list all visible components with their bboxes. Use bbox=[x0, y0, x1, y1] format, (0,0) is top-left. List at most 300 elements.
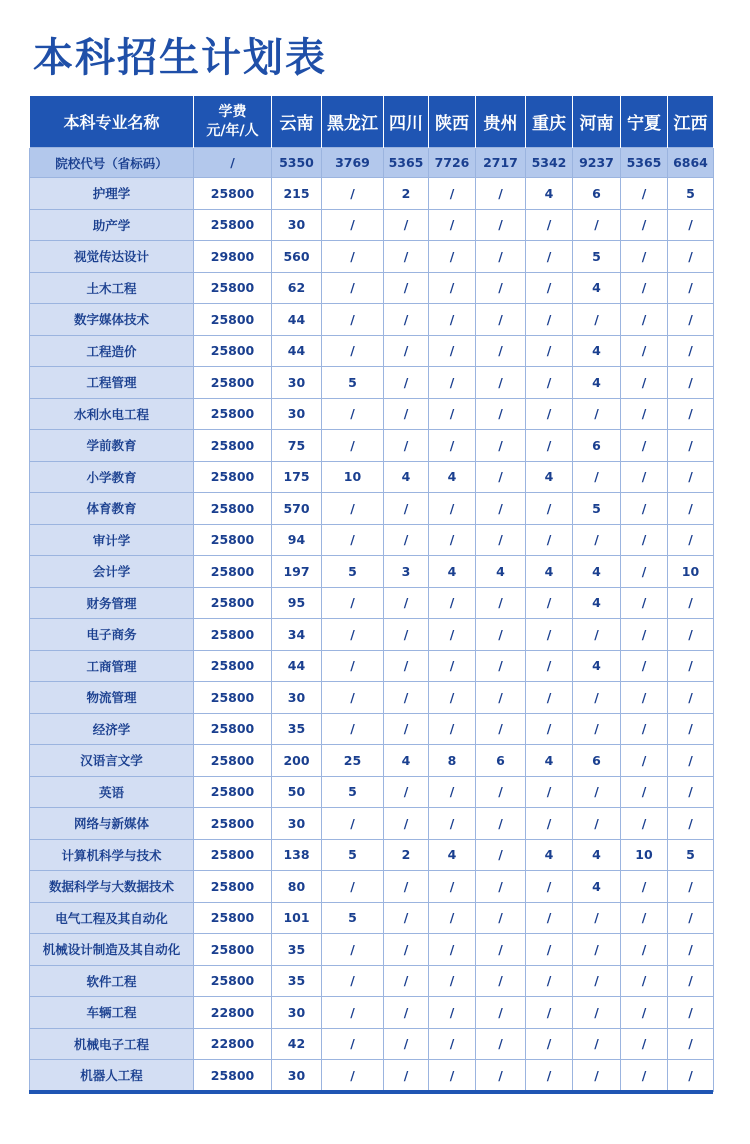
quota-cell: 4 bbox=[429, 461, 476, 493]
quota-cell: / bbox=[384, 524, 429, 556]
quota-cell: / bbox=[322, 965, 384, 997]
quota-cell: / bbox=[668, 367, 714, 399]
code-cell: 2717 bbox=[476, 148, 526, 178]
quota-cell: / bbox=[526, 965, 573, 997]
quota-cell: / bbox=[573, 965, 621, 997]
quota-cell: / bbox=[476, 997, 526, 1029]
quota-cell: / bbox=[322, 997, 384, 1029]
tuition-fee-cell: 25800 bbox=[194, 304, 272, 336]
quota-cell: 4 bbox=[573, 556, 621, 588]
major-name-cell: 英语 bbox=[30, 776, 194, 808]
quota-cell: / bbox=[573, 997, 621, 1029]
quota-cell: 200 bbox=[272, 745, 322, 777]
tuition-fee-cell: 25800 bbox=[194, 524, 272, 556]
quota-cell: 34 bbox=[272, 619, 322, 651]
major-name-cell: 计算机科学与技术 bbox=[30, 839, 194, 871]
tuition-fee-cell: 25800 bbox=[194, 209, 272, 241]
quota-cell: / bbox=[322, 808, 384, 840]
quota-cell: 44 bbox=[272, 335, 322, 367]
quota-cell: / bbox=[384, 650, 429, 682]
tuition-fee-cell: 25800 bbox=[194, 367, 272, 399]
quota-cell: 4 bbox=[384, 461, 429, 493]
tuition-fee-cell: 25800 bbox=[194, 839, 272, 871]
major-name-cell: 软件工程 bbox=[30, 965, 194, 997]
major-name-cell: 审计学 bbox=[30, 524, 194, 556]
quota-cell: / bbox=[429, 335, 476, 367]
table-row bbox=[30, 556, 714, 588]
quota-cell: / bbox=[429, 398, 476, 430]
quota-cell: / bbox=[384, 776, 429, 808]
quota-cell: / bbox=[526, 682, 573, 714]
tuition-fee-cell: 22800 bbox=[194, 997, 272, 1029]
quota-cell: / bbox=[526, 650, 573, 682]
quota-cell: / bbox=[621, 209, 668, 241]
code-cell: 5350 bbox=[272, 148, 322, 178]
table-row bbox=[30, 493, 714, 525]
quota-cell: 10 bbox=[668, 556, 714, 588]
quota-cell: / bbox=[429, 209, 476, 241]
major-name-cell: 数字媒体技术 bbox=[30, 304, 194, 336]
tuition-fee-cell: 25800 bbox=[194, 745, 272, 777]
major-name-cell: 机械设计制造及其自动化 bbox=[30, 934, 194, 966]
quota-cell: / bbox=[322, 335, 384, 367]
quota-cell: / bbox=[668, 745, 714, 777]
table-row bbox=[30, 934, 714, 966]
quota-cell: / bbox=[526, 902, 573, 934]
tuition-fee-cell: 25800 bbox=[194, 965, 272, 997]
quota-cell: / bbox=[429, 619, 476, 651]
quota-cell: / bbox=[429, 965, 476, 997]
quota-cell: / bbox=[668, 934, 714, 966]
header-province-guizhou: 贵州 bbox=[476, 96, 526, 148]
quota-cell: / bbox=[476, 524, 526, 556]
quota-cell: / bbox=[668, 335, 714, 367]
major-name-cell: 工程造价 bbox=[30, 335, 194, 367]
quota-cell: / bbox=[476, 682, 526, 714]
quota-cell: / bbox=[668, 997, 714, 1029]
quota-cell: / bbox=[476, 398, 526, 430]
tuition-fee-cell: 25800 bbox=[194, 713, 272, 745]
quota-cell: / bbox=[573, 398, 621, 430]
quota-cell: 30 bbox=[272, 997, 322, 1029]
quota-cell: / bbox=[621, 902, 668, 934]
quota-cell: / bbox=[668, 398, 714, 430]
quota-cell: 6 bbox=[573, 745, 621, 777]
quota-cell: / bbox=[621, 304, 668, 336]
quota-cell: / bbox=[526, 619, 573, 651]
tuition-fee-cell: 25800 bbox=[194, 335, 272, 367]
quota-cell: / bbox=[573, 682, 621, 714]
quota-cell: 4 bbox=[476, 556, 526, 588]
quota-cell: / bbox=[476, 1028, 526, 1060]
quota-cell: / bbox=[384, 1060, 429, 1092]
quota-cell: 5 bbox=[573, 241, 621, 273]
table-row bbox=[30, 808, 714, 840]
quota-cell: / bbox=[476, 871, 526, 903]
enrollment-plan-table bbox=[29, 96, 714, 1092]
quota-cell: / bbox=[621, 335, 668, 367]
quota-cell: / bbox=[526, 398, 573, 430]
table-row bbox=[30, 871, 714, 903]
quota-cell: 215 bbox=[272, 178, 322, 210]
quota-cell: 44 bbox=[272, 650, 322, 682]
table-row bbox=[30, 524, 714, 556]
table-row bbox=[30, 398, 714, 430]
quota-cell: 4 bbox=[526, 839, 573, 871]
quota-cell: / bbox=[384, 272, 429, 304]
quota-cell: / bbox=[476, 367, 526, 399]
quota-cell: / bbox=[476, 808, 526, 840]
quota-cell: / bbox=[476, 1060, 526, 1092]
quota-cell: / bbox=[621, 1060, 668, 1092]
code-cell: 3769 bbox=[322, 148, 384, 178]
quota-cell: 50 bbox=[272, 776, 322, 808]
table-header bbox=[30, 96, 714, 148]
quota-cell: / bbox=[526, 1060, 573, 1092]
quota-cell: / bbox=[384, 934, 429, 966]
quota-cell: / bbox=[384, 808, 429, 840]
major-name-cell: 机械电子工程 bbox=[30, 1028, 194, 1060]
major-name-cell: 车辆工程 bbox=[30, 997, 194, 1029]
quota-cell: / bbox=[384, 209, 429, 241]
quota-cell: / bbox=[621, 241, 668, 273]
quota-cell: / bbox=[384, 398, 429, 430]
quota-cell: / bbox=[668, 461, 714, 493]
quota-cell: / bbox=[476, 335, 526, 367]
major-name-cell: 工商管理 bbox=[30, 650, 194, 682]
quota-cell: / bbox=[526, 713, 573, 745]
school-code-row bbox=[30, 148, 714, 178]
quota-cell: 4 bbox=[526, 556, 573, 588]
quota-cell: / bbox=[621, 430, 668, 462]
quota-cell: / bbox=[384, 713, 429, 745]
quota-cell: / bbox=[476, 272, 526, 304]
quota-cell: / bbox=[384, 871, 429, 903]
table-row bbox=[30, 1060, 714, 1092]
quota-cell: / bbox=[668, 808, 714, 840]
quota-cell: / bbox=[384, 965, 429, 997]
quota-cell: / bbox=[429, 650, 476, 682]
quota-cell: 4 bbox=[573, 650, 621, 682]
quota-cell: 5 bbox=[322, 556, 384, 588]
quota-cell: / bbox=[526, 871, 573, 903]
quota-cell: / bbox=[429, 776, 476, 808]
quota-cell: / bbox=[526, 335, 573, 367]
quota-cell: 5 bbox=[322, 902, 384, 934]
table-row bbox=[30, 682, 714, 714]
quota-cell: / bbox=[322, 493, 384, 525]
major-name-cell: 视觉传达设计 bbox=[30, 241, 194, 273]
quota-cell: / bbox=[621, 965, 668, 997]
quota-cell: / bbox=[621, 272, 668, 304]
code-row-fee: / bbox=[194, 148, 272, 178]
quota-cell: / bbox=[476, 902, 526, 934]
quota-cell: 35 bbox=[272, 713, 322, 745]
table-row bbox=[30, 430, 714, 462]
quota-cell: / bbox=[668, 650, 714, 682]
quota-cell: / bbox=[668, 304, 714, 336]
quota-cell: / bbox=[621, 556, 668, 588]
header-fee-line2: 元/年/人 bbox=[206, 122, 259, 139]
quota-cell: 94 bbox=[272, 524, 322, 556]
code-cell: 6864 bbox=[668, 148, 714, 178]
quota-cell: / bbox=[621, 997, 668, 1029]
enrollment-table-container bbox=[29, 96, 713, 1092]
table-row bbox=[30, 367, 714, 399]
quota-cell: 30 bbox=[272, 808, 322, 840]
quota-cell: / bbox=[668, 871, 714, 903]
quota-cell: / bbox=[476, 934, 526, 966]
quota-cell: / bbox=[476, 209, 526, 241]
quota-cell: / bbox=[621, 808, 668, 840]
table-row bbox=[30, 335, 714, 367]
quota-cell: / bbox=[526, 934, 573, 966]
quota-cell: / bbox=[384, 682, 429, 714]
quota-cell: / bbox=[526, 209, 573, 241]
tuition-fee-cell: 25800 bbox=[194, 1060, 272, 1092]
tuition-fee-cell: 25800 bbox=[194, 461, 272, 493]
quota-cell: 4 bbox=[573, 587, 621, 619]
quota-cell: / bbox=[573, 461, 621, 493]
quota-cell: / bbox=[476, 587, 526, 619]
quota-cell: 4 bbox=[526, 178, 573, 210]
quota-cell: 8 bbox=[429, 745, 476, 777]
tuition-fee-cell: 25800 bbox=[194, 556, 272, 588]
tuition-fee-cell: 25800 bbox=[194, 272, 272, 304]
quota-cell: / bbox=[429, 871, 476, 903]
quota-cell: / bbox=[668, 776, 714, 808]
quota-cell: 5 bbox=[322, 839, 384, 871]
quota-cell: 10 bbox=[621, 839, 668, 871]
major-name-cell: 工程管理 bbox=[30, 367, 194, 399]
major-name-cell: 会计学 bbox=[30, 556, 194, 588]
quota-cell: 62 bbox=[272, 272, 322, 304]
quota-cell: / bbox=[429, 241, 476, 273]
header-province-jiangxi: 江西 bbox=[668, 96, 714, 148]
quota-cell: / bbox=[429, 1060, 476, 1092]
quota-cell: / bbox=[322, 430, 384, 462]
quota-cell: 4 bbox=[526, 461, 573, 493]
quota-cell: / bbox=[668, 430, 714, 462]
quota-cell: / bbox=[668, 493, 714, 525]
header-province-henan: 河南 bbox=[573, 96, 621, 148]
quota-cell: / bbox=[476, 650, 526, 682]
quota-cell: / bbox=[621, 619, 668, 651]
tuition-fee-cell: 25800 bbox=[194, 619, 272, 651]
header-fee-line1: 学费 bbox=[218, 103, 247, 120]
table-row bbox=[30, 1028, 714, 1060]
header-province-heilongjiang: 黑龙江 bbox=[322, 96, 384, 148]
quota-cell: 4 bbox=[573, 272, 621, 304]
quota-cell: / bbox=[668, 965, 714, 997]
quota-cell: / bbox=[384, 304, 429, 336]
quota-cell: / bbox=[476, 304, 526, 336]
quota-cell: / bbox=[322, 934, 384, 966]
quota-cell: / bbox=[322, 587, 384, 619]
table-row bbox=[30, 461, 714, 493]
quota-cell: / bbox=[573, 304, 621, 336]
major-name-cell: 经济学 bbox=[30, 713, 194, 745]
table-row bbox=[30, 272, 714, 304]
quota-cell: 4 bbox=[573, 335, 621, 367]
quota-cell: / bbox=[476, 713, 526, 745]
quota-cell: / bbox=[526, 997, 573, 1029]
table-row bbox=[30, 902, 714, 934]
quota-cell: 2 bbox=[384, 839, 429, 871]
quota-cell: / bbox=[621, 745, 668, 777]
major-name-cell: 体育教育 bbox=[30, 493, 194, 525]
tuition-fee-cell: 25800 bbox=[194, 398, 272, 430]
quota-cell: / bbox=[668, 619, 714, 651]
quota-cell: 6 bbox=[573, 178, 621, 210]
quota-cell: / bbox=[476, 965, 526, 997]
quota-cell: / bbox=[573, 524, 621, 556]
quota-cell: 30 bbox=[272, 1060, 322, 1092]
table-row bbox=[30, 839, 714, 871]
quota-cell: 5 bbox=[668, 839, 714, 871]
quota-cell: 44 bbox=[272, 304, 322, 336]
quota-cell: 30 bbox=[272, 398, 322, 430]
quota-cell: / bbox=[384, 241, 429, 273]
quota-cell: / bbox=[384, 367, 429, 399]
quota-cell: / bbox=[573, 1028, 621, 1060]
quota-cell: 5 bbox=[322, 367, 384, 399]
quota-cell: 35 bbox=[272, 934, 322, 966]
quota-cell: / bbox=[621, 682, 668, 714]
quota-cell: / bbox=[476, 839, 526, 871]
quota-cell: / bbox=[476, 493, 526, 525]
quota-cell: / bbox=[322, 524, 384, 556]
quota-cell: 10 bbox=[322, 461, 384, 493]
quota-cell: / bbox=[429, 682, 476, 714]
major-name-cell: 数据科学与大数据技术 bbox=[30, 871, 194, 903]
quota-cell: / bbox=[429, 367, 476, 399]
code-cell: 5365 bbox=[384, 148, 429, 178]
header-province-yunnan: 云南 bbox=[272, 96, 322, 148]
table-row bbox=[30, 209, 714, 241]
major-name-cell: 水利水电工程 bbox=[30, 398, 194, 430]
major-name-cell: 助产学 bbox=[30, 209, 194, 241]
quota-cell: / bbox=[621, 871, 668, 903]
quota-cell: / bbox=[526, 1028, 573, 1060]
quota-cell: / bbox=[621, 367, 668, 399]
quota-cell: / bbox=[526, 430, 573, 462]
quota-cell: / bbox=[429, 304, 476, 336]
major-name-cell: 财务管理 bbox=[30, 587, 194, 619]
quota-cell: / bbox=[429, 272, 476, 304]
quota-cell: / bbox=[322, 241, 384, 273]
tuition-fee-cell: 25800 bbox=[194, 587, 272, 619]
table-row bbox=[30, 745, 714, 777]
quota-cell: / bbox=[668, 587, 714, 619]
tuition-fee-cell: 29800 bbox=[194, 241, 272, 273]
quota-cell: / bbox=[322, 1060, 384, 1092]
quota-cell: 2 bbox=[384, 178, 429, 210]
quota-cell: / bbox=[668, 1060, 714, 1092]
quota-cell: / bbox=[621, 587, 668, 619]
table-row bbox=[30, 713, 714, 745]
quota-cell: / bbox=[621, 398, 668, 430]
quota-cell: / bbox=[322, 304, 384, 336]
quota-cell: / bbox=[322, 650, 384, 682]
quota-cell: / bbox=[526, 587, 573, 619]
table-row bbox=[30, 619, 714, 651]
bottom-divider bbox=[29, 1090, 713, 1094]
quota-cell: / bbox=[322, 398, 384, 430]
table-row bbox=[30, 965, 714, 997]
quota-cell: / bbox=[621, 524, 668, 556]
quota-cell: / bbox=[384, 1028, 429, 1060]
quota-cell: / bbox=[429, 178, 476, 210]
quota-cell: / bbox=[526, 808, 573, 840]
header-major: 本科专业名称 bbox=[30, 96, 194, 148]
quota-cell: / bbox=[429, 713, 476, 745]
quota-cell: / bbox=[384, 997, 429, 1029]
quota-cell: 3 bbox=[384, 556, 429, 588]
tuition-fee-cell: 25800 bbox=[194, 178, 272, 210]
quota-cell: / bbox=[573, 1060, 621, 1092]
quota-cell: / bbox=[668, 524, 714, 556]
major-name-cell: 电气工程及其自动化 bbox=[30, 902, 194, 934]
quota-cell: / bbox=[476, 776, 526, 808]
quota-cell: / bbox=[573, 776, 621, 808]
quota-cell: / bbox=[384, 493, 429, 525]
tuition-fee-cell: 25800 bbox=[194, 776, 272, 808]
tuition-fee-cell: 25800 bbox=[194, 871, 272, 903]
quota-cell: / bbox=[322, 209, 384, 241]
quota-cell: 6 bbox=[476, 745, 526, 777]
quota-cell: / bbox=[526, 241, 573, 273]
quota-cell: / bbox=[322, 713, 384, 745]
code-cell: 9237 bbox=[573, 148, 621, 178]
quota-cell: / bbox=[621, 650, 668, 682]
major-name-cell: 电子商务 bbox=[30, 619, 194, 651]
quota-cell: / bbox=[621, 1028, 668, 1060]
major-name-cell: 机器人工程 bbox=[30, 1060, 194, 1092]
quota-cell: / bbox=[476, 461, 526, 493]
table-row bbox=[30, 304, 714, 336]
quota-cell: 75 bbox=[272, 430, 322, 462]
quota-cell: 25 bbox=[322, 745, 384, 777]
quota-cell: / bbox=[668, 209, 714, 241]
tuition-fee-cell: 25800 bbox=[194, 902, 272, 934]
quota-cell: / bbox=[429, 430, 476, 462]
header-province-sichuan: 四川 bbox=[384, 96, 429, 148]
table-body bbox=[30, 148, 714, 1092]
code-cell: 7726 bbox=[429, 148, 476, 178]
quota-cell: / bbox=[384, 587, 429, 619]
quota-cell: / bbox=[476, 241, 526, 273]
quota-cell: / bbox=[476, 430, 526, 462]
quota-cell: 4 bbox=[526, 745, 573, 777]
code-cell: 5342 bbox=[526, 148, 573, 178]
quota-cell: / bbox=[668, 902, 714, 934]
quota-cell: / bbox=[429, 808, 476, 840]
table-row bbox=[30, 776, 714, 808]
quota-cell: / bbox=[429, 934, 476, 966]
quota-cell: 4 bbox=[573, 367, 621, 399]
quota-cell: 95 bbox=[272, 587, 322, 619]
code-cell: 5365 bbox=[621, 148, 668, 178]
tuition-fee-cell: 25800 bbox=[194, 493, 272, 525]
tuition-fee-cell: 25800 bbox=[194, 808, 272, 840]
major-name-cell: 汉语言文学 bbox=[30, 745, 194, 777]
major-name-cell: 学前教育 bbox=[30, 430, 194, 462]
major-name-cell: 护理学 bbox=[30, 178, 194, 210]
quota-cell: / bbox=[621, 776, 668, 808]
quota-cell: 35 bbox=[272, 965, 322, 997]
quota-cell: / bbox=[573, 934, 621, 966]
